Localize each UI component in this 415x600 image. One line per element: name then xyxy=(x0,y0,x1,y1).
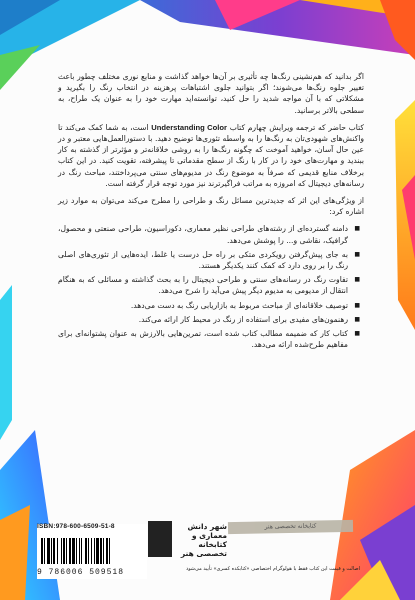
description-text-rest: است، به شما کمک می‌کند تا واکنش‌های شهودی‌تان به رنگ‌ها را به واسطه تئوری‌ها توضیح دهید. با دستورالعمل‌هایی معتبر و در عین حال آسان، خواهید آموخت که چگونه رنگ‌ها را به روشی خلاقانه‌تر و مؤثرتر از گذشته به کار ببندید و مهارت‌های خود را در کار با رنگ از سطح مقدماتی تا پیشرفته، تقویت کنید. در این کتاب برخلاف منابع قدیمی که صرفاً به موضوع رنگ در مدیوم‌های سنتی می‌پرداختند، مباحث رنگ در رسانه‌های دیجیتال که امروزه به مراتب فراگیرترند نیز مورد توجه قرار گرفته است. xyxy=(58,122,364,188)
book-description-paragraph xyxy=(58,122,364,189)
publisher-name: شهر دانش معماری و کتابخانه تخصصی هنر xyxy=(180,522,227,558)
feature-item: ■ تفاوت رنگ در رسانه‌های سنتی و طراحی دیجیتال را به بحث گذاشته و مسائلی که به هنگام انتقال از مدیومی به مدیوم دیگر پیش می‌آید را شرح می‌دهد. xyxy=(58,274,354,296)
feature-item: ■ رهنمون‌های مفیدی برای استفاده از رنگ در محیط کار ارائه می‌کند. xyxy=(58,314,354,325)
features-list xyxy=(58,223,364,350)
description-text-start: کتاب حاضر که ترجمه ویرایش چهارم کتاب xyxy=(229,122,365,132)
authenticity-note: اصالت و قیمت این کتاب فقط با هولوگرام اختصاصی «کتابکده کسری» تأیید می‌شود xyxy=(185,566,360,572)
feature-item: ■ توصیف خلاقانه‌ای از مباحث مربوط به بازاریابی رنگ به دست می‌دهد. xyxy=(58,300,354,311)
feature-item: ■ دامنه گسترده‌ای از رشته‌های طراحی نظیر معماری، دکوراسیون، طراحی صنعتی و محصول، گرافیک، نقاشی و... را پوشش می‌دهد. xyxy=(58,223,354,245)
features-intro: از ویژگی‌های این اثر که جدیدترین مسائل رنگ و طراحی را مطرح می‌کند می‌توان به موارد زیر اشاره کرد: xyxy=(58,196,364,217)
feature-item: ■ به جای پیش‌گرفتن رویکردی متکی بر راه حل درست یا غلط، ایده‌هایی از تئوری‌های اصلی رنگ را بر روی دارد که کمک کنند یکدیگر هستند. xyxy=(58,249,354,271)
feature-item: ■ کتاب کار که ضمیمه مطالب کتاب شده است، تمرین‌هایی بالارزش به عنوان پشتوانه‌ای برای مفاهیم طرح‌شده ارائه می‌دهد. xyxy=(58,328,354,350)
original-title: Understanding Color xyxy=(151,122,227,132)
intro-paragraph: اگر بدانید که هم‌نشینی رنگ‌ها چه تأثیری بر آن‌ها خواهد گذاشت و منابع نوری مختلف چطور باعث تغییر جلوه رنگ‌ها می‌شوند؛ اگر بتوانید جلوی اشتباهات پرهزینه در انتخاب رنگ را بگیرید و مشکلاتی که با آن مواجه شدید را حل کنید، توانسته‌اید مهارت خود را به عنوان یک طراح، به سطحی بالاتر برسانید. xyxy=(58,72,364,115)
hologram-stamp: کتابخانه تخصصی هنر xyxy=(228,520,353,534)
publisher-logo-icon xyxy=(148,521,172,557)
barcode-number: 9 786006 509518 xyxy=(37,568,125,577)
back-cover-description xyxy=(58,71,364,353)
isbn-label: ISBN:978-600-6509-51-8 xyxy=(37,523,115,530)
